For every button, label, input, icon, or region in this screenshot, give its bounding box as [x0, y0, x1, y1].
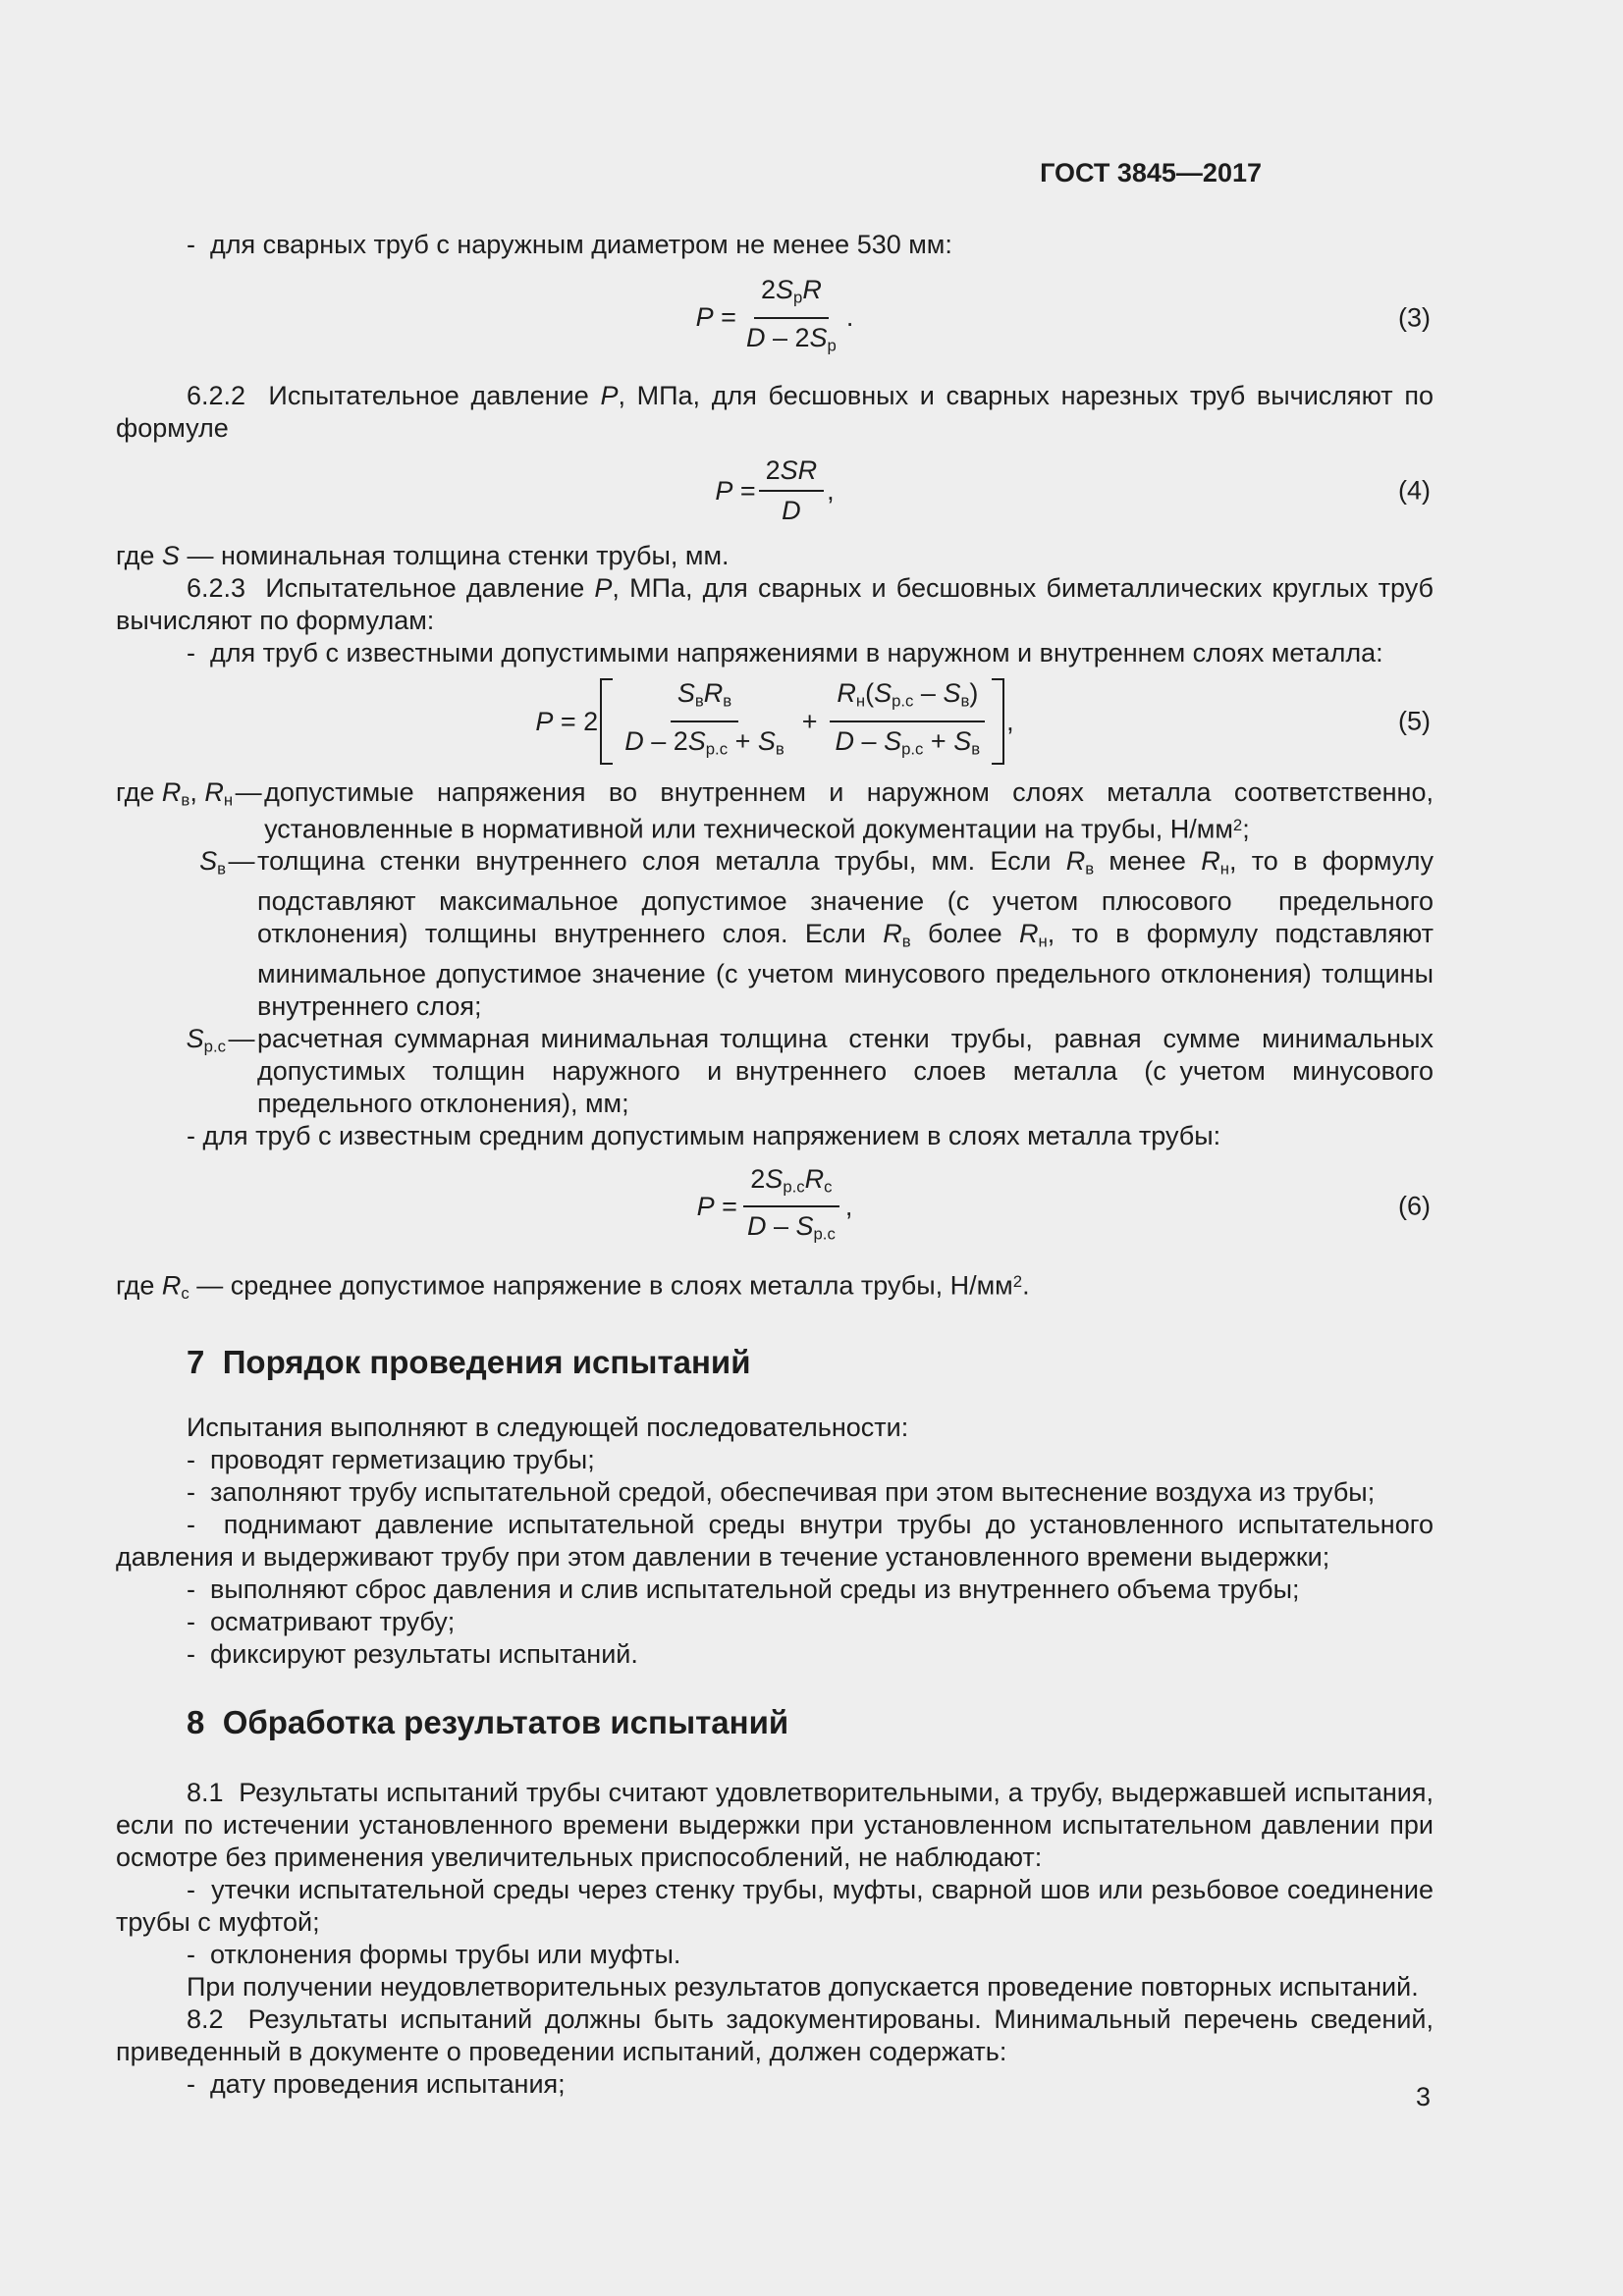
definition-symbol: Sр.с: [186, 1023, 226, 1056]
formula-3-denominator: D – 2Sр: [745, 322, 837, 355]
definition-text: толщина стенки внутреннего слоя металла трубы, мм. Если Rв менее Rн, то в формулу подставляют максимальное допустимое значение (с учетом плюсового предельного отклонения) толщины внутреннего слоя. Если Rв более Rн, то в формулу подставляют минимальное допустимое значение (с учетом минусового предельного отклонения) толщины внутреннего слоя;: [257, 846, 1449, 1021]
equation-number-4: (4): [1398, 475, 1431, 506]
definition-sv: [116, 845, 1449, 1022]
formula-3-fraction: [739, 274, 843, 361]
list-item: - выполняют сброс давления и слив испытательной среды из внутреннего объема трубы;: [187, 1575, 1300, 1605]
definition-text: допустимые напряжения во внутреннем и наружном слоях металла соответственно, установленные в нормативной или технической документации на трубы, $Н/мм^2$;: [264, 776, 1449, 844]
para-8-2: 8.2 Результаты испытаний должны быть задокументированы. Минимальный перечень сведений, приведенный в документе о проведении испытаний, должен содержать:: [116, 2004, 1441, 2067]
formula-3-tail: .: [845, 302, 854, 333]
right-bracket: [992, 678, 1004, 764]
definition-src: [116, 1023, 1449, 1120]
formula-5-fraction-1-denominator: D – 2Sр.с + Sв: [624, 726, 784, 759]
plus-sign: +: [801, 706, 818, 736]
equation-number-5: (5): [1398, 706, 1431, 736]
section-7-intro: Испытания выполняют в следующей последовательности:: [187, 1413, 909, 1443]
formula-3: [116, 274, 1434, 361]
section-8-title: 8 Обработка результатов испытаний: [187, 1704, 789, 1741]
formula-5: [116, 677, 1434, 765]
left-bracket: [600, 678, 613, 764]
definition-dash: —: [228, 1023, 255, 1053]
list-item: - утечки испытательной среды через стенку трубы, муфты, сварной шов или резьбовое соединение трубы с муфтой;: [116, 1875, 1441, 1938]
formula-5-fraction-2-numerator: Rн(Sр.с – Sв): [830, 677, 985, 722]
formula-5-lhs: P = 2: [535, 706, 599, 736]
formula-4-lhs: P =: [715, 475, 756, 506]
list-item-welded-530: - для сварных труб с наружным диаметром не менее 530 мм:: [187, 230, 952, 259]
para-6-2-3: 6.2.3 Испытательное давление P, МПа, для сварных и бесшовных биметаллических круглых труб вычисляют по формулам:: [116, 573, 1441, 636]
list-item-known-stress: - для труб с известными допустимыми напряжениями в наружном и внутреннем слоях металла:: [187, 638, 1383, 668]
equation-number-6: (6): [1398, 1191, 1431, 1221]
formula-5-tail: ,: [1006, 706, 1014, 736]
list-item: - отклонения формы трубы или муфты.: [187, 1940, 681, 1970]
para-8-1: 8.1 Результаты испытаний трубы считают удовлетворительными, а трубу, выдержавшей испытания, если по истечении установленного времени выдержки при установленном испытательном давлении при осмотре без применения увеличительных приспособлений, не наблюдают:: [116, 1778, 1441, 1873]
where-rc-definition: где Rс — среднее допустимое напряжение в слоях металла трубы, $Н/мм^2$.: [116, 1270, 1030, 1304]
formula-5-fraction-1-numerator: SвRв: [671, 677, 738, 722]
list-item: - фиксируют результаты испытаний.: [187, 1639, 638, 1670]
formula-3-numerator: 2SрR: [754, 274, 829, 319]
formula-4-fraction: [759, 454, 825, 527]
definition-symbol: где Rв, Rн: [116, 776, 234, 810]
definition-rv-rn: [116, 776, 1449, 846]
formula-6: [116, 1163, 1434, 1251]
formula-4-numerator: 2SR: [759, 454, 825, 492]
formula-6-denominator: D – Sр.с: [746, 1211, 836, 1244]
where-s-definition: где S — номинальная толщина стенки трубы, мм.: [116, 541, 730, 571]
section-7-title: 7 Порядок проведения испытаний: [187, 1344, 751, 1381]
list-item: - заполняют трубу испытательной средой, обеспечивая при этом вытеснение воздуха из трубы;: [187, 1477, 1376, 1508]
document-code-header: ГОСТ 3845—2017: [1040, 158, 1262, 187]
definition-symbol: Sв: [199, 846, 226, 879]
formula-4: [116, 454, 1434, 527]
definition-text: расчетная суммарная минимальная толщина стенки трубы, равная сумме минимальных допустимых толщин наружного и внутреннего слоев металла (с учетом минусового предельного отклонения), мм;: [257, 1023, 1449, 1118]
formula-5-fraction-1: [618, 677, 791, 765]
list-item: - дату проведения испытания;: [187, 2069, 566, 2100]
formula-6-fraction: [740, 1163, 842, 1251]
para-repeat-tests: При получении неудовлетворительных результатов допускается проведение повторных испытаний.: [187, 1972, 1419, 2002]
definition-dash: —: [235, 776, 262, 807]
list-item: - осматривают трубу;: [187, 1607, 456, 1637]
formula-4-denominator: D: [782, 496, 801, 526]
page-number: 3: [1415, 2082, 1431, 2111]
formula-6-numerator: 2Sр.сRс: [743, 1163, 839, 1208]
list-item: - проводят герметизацию трубы;: [187, 1445, 595, 1475]
formula-6-lhs: P =: [696, 1191, 737, 1221]
formula-3-lhs: P =: [695, 302, 736, 333]
equation-number-3: (3): [1398, 302, 1431, 333]
list-item: - поднимают давление испытательной среды внутри трубы до установленного испытательного давления и выдерживают трубу при этом давлении в течение установленного времени выдержки;: [116, 1510, 1441, 1573]
formula-4-tail: ,: [827, 475, 835, 506]
list-item-average-stress: - для труб с известным средним допустимым напряжением в слоях металла трубы:: [187, 1120, 1221, 1150]
formula-6-tail: ,: [844, 1191, 853, 1221]
definition-dash: —: [228, 846, 255, 877]
para-6-2-2: 6.2.2 Испытательное давление P, МПа, для бесшовных и сварных нарезных труб вычисляют по формуле: [116, 381, 1441, 444]
formula-5-fraction-2: [829, 677, 988, 765]
formula-5-fraction-2-denominator: D – Sр.с + Sв: [835, 726, 981, 759]
